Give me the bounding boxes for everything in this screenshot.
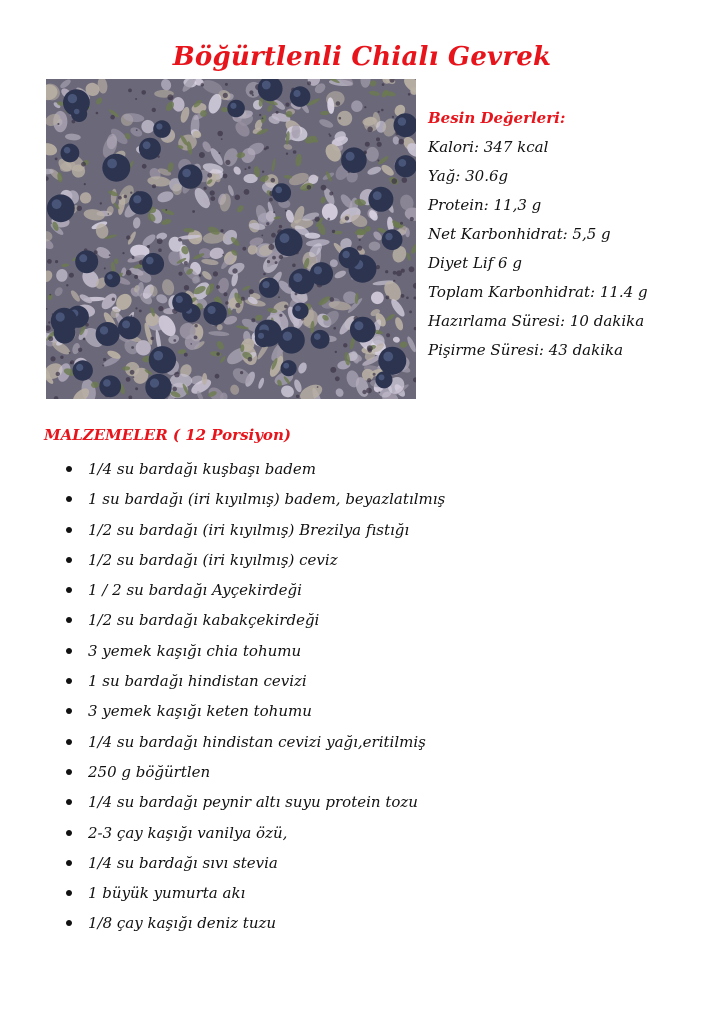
bullet-icon <box>66 648 72 654</box>
recipe-photo <box>46 79 416 399</box>
nutrition-total-carbs: Toplam Karbonhidrat: 11.4 g <box>428 283 648 301</box>
list-item <box>60 787 700 817</box>
list-item <box>60 575 700 605</box>
ingredients-heading: MALZEMELER ( 12 Porsiyon) <box>44 426 291 444</box>
list-item <box>60 636 700 666</box>
nutrition-calories: Kalori: 347 kcal <box>428 138 549 156</box>
ingredient-text: 1/4 su bardağı sıvı stevia <box>88 853 278 872</box>
list-item <box>60 848 700 878</box>
ingredient-text: 1/2 su bardağı (iri kıyılmış) ceviz <box>88 550 338 569</box>
list-item <box>60 757 700 787</box>
ingredient-text: 1 / 2 su bardağı Ayçekirdeği <box>88 581 302 600</box>
list-item <box>60 454 700 484</box>
nutrition-protein: Protein: 11,3 g <box>428 196 542 214</box>
bullet-icon <box>66 860 72 866</box>
list-item <box>60 727 700 757</box>
nutrition-fiber: Diyet Lif 6 g <box>428 254 522 272</box>
nutrition-cook-time: Pişirme Süresi: 43 dakika <box>428 341 624 359</box>
granola-photo-illustration <box>46 79 416 399</box>
ingredient-text: 1/4 su bardağı kuşbaşı badem <box>88 460 316 478</box>
list-item <box>60 818 700 848</box>
ingredient-text: 1 su bardağı (iri kıyılmış) badem, beyazlatılmış <box>88 490 446 509</box>
bullet-icon <box>66 617 72 623</box>
bullet-icon <box>66 739 72 745</box>
list-item <box>60 545 700 575</box>
ingredient-text: 1/4 su bardağı hindistan cevizi yağı,eritilmiş <box>88 732 426 751</box>
nutrition-panel <box>428 104 718 365</box>
ingredient-text: 3 yemek kaşığı chia tohumu <box>88 641 302 660</box>
ingredient-text: 1/2 su bardağı (iri kıyılmış) Brezilya fıstığı <box>88 520 410 539</box>
bullet-icon <box>66 830 72 836</box>
ingredient-text: 1 büyük yumurta akı <box>88 884 246 903</box>
bullet-icon <box>66 587 72 593</box>
ingredient-text: 250 g böğürtlen <box>88 762 211 781</box>
ingredient-text: 1/4 su bardağı peynir altı suyu protein tozu <box>88 793 418 812</box>
nutrition-heading: Besin Değerleri: <box>428 109 566 127</box>
list-item <box>60 515 700 545</box>
ingredient-text: 3 yemek kaşığı keten tohumu <box>88 702 312 721</box>
bullet-icon <box>66 527 72 533</box>
bullet-icon <box>66 708 72 714</box>
bullet-icon <box>66 890 72 896</box>
nutrition-fat: Yağ: 30.6g <box>428 167 509 185</box>
bullet-icon <box>66 557 72 563</box>
ingredient-text: 1/8 çay kaşığı deniz tuzu <box>88 914 277 933</box>
ingredient-text: 2-3 çay kaşığı vanilya özü, <box>88 823 288 842</box>
ingredient-text: 1/2 su bardağı kabakçekirdeği <box>88 611 320 630</box>
bullet-icon <box>66 678 72 684</box>
ingredient-text: 1 su bardağı hindistan cevizi <box>88 672 307 691</box>
recipe-title: Böğürtlenli Chialı Gevrek <box>172 42 552 72</box>
bullet-icon <box>66 769 72 775</box>
list-item <box>60 908 700 938</box>
ingredients-list <box>60 454 700 939</box>
list-item <box>60 484 700 514</box>
bullet-icon <box>66 466 72 472</box>
bullet-icon <box>66 799 72 805</box>
bullet-icon <box>66 920 72 926</box>
nutrition-prep-time: Hazırlama Süresi: 10 dakika <box>428 312 645 330</box>
bullet-icon <box>66 496 72 502</box>
list-item <box>60 878 700 908</box>
list-item <box>60 666 700 696</box>
nutrition-net-carbs: Net Karbonhidrat: 5,5 g <box>428 225 611 243</box>
list-item <box>60 605 700 635</box>
list-item <box>60 696 700 726</box>
